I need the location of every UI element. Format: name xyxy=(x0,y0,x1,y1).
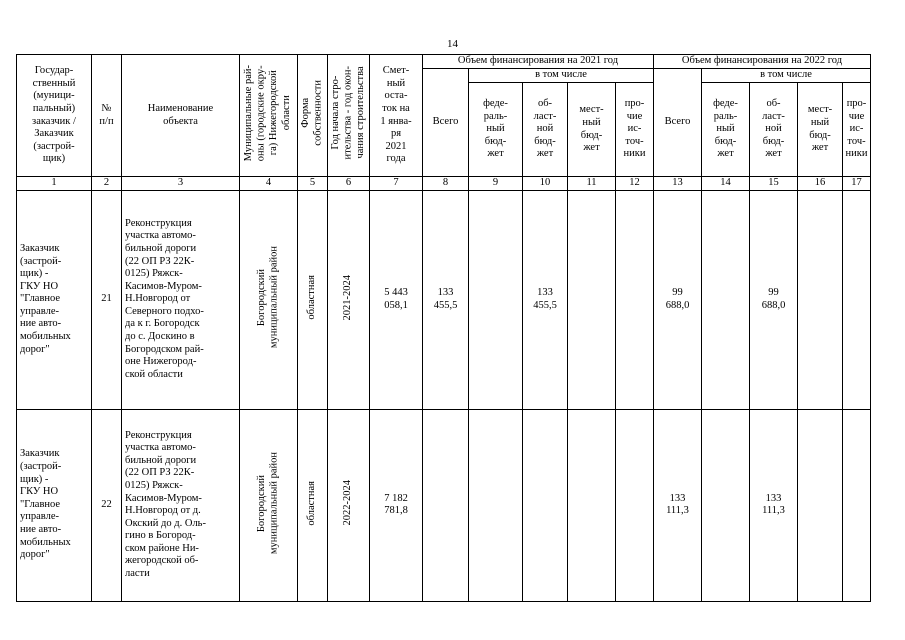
header-fin-2021: Объем финансирования на 2021 год xyxy=(423,55,654,69)
col-number: 2 xyxy=(92,177,122,191)
object-name-cell: Реконструкция участка автомо- бильной дороги (22 ОП РЗ 22К- 0125) Ряжск- Касимов-Муром- Н.Новгород от Северного подхо- да к г. Богородск до с. Доскино в Богородском рай- оне Нижегород- ской области xyxy=(122,190,240,409)
col-number: 6 xyxy=(328,177,370,191)
col-number: 5 xyxy=(298,177,328,191)
customer-cell: Заказчик (застрой- щик) - ГКУ НО "Главное управле- ние авто- мобильных дорог" xyxy=(17,190,92,409)
mest-2021-cell xyxy=(568,190,616,409)
years-cell xyxy=(328,409,370,601)
col-number: 15 xyxy=(750,177,798,191)
col-number: 7 xyxy=(370,177,423,191)
proch-2022-cell xyxy=(843,190,871,409)
header-fed-2022: феде- раль- ный бюд- жет xyxy=(702,83,750,177)
financing-table xyxy=(16,54,871,602)
row-number-cell: 21 xyxy=(92,190,122,409)
fed-2021-cell xyxy=(469,409,523,601)
col-number: 8 xyxy=(423,177,469,191)
fed-2022-cell xyxy=(702,190,750,409)
row-number-cell: 22 xyxy=(92,409,122,601)
years-text: 2022-2024 xyxy=(342,480,354,526)
table-row xyxy=(17,190,871,409)
col-number: 16 xyxy=(798,177,843,191)
header-fin-2022: Объем финансирования на 2022 год xyxy=(654,55,871,69)
ownership-cell xyxy=(298,409,328,601)
header-incl-2021: в том числе xyxy=(469,69,654,83)
proch-2021-cell xyxy=(616,409,654,601)
header-obl-2021: об- ласт- ной бюд- жет xyxy=(523,83,568,177)
col-number: 12 xyxy=(616,177,654,191)
header-fed-2021: феде- раль- ный бюд- жет xyxy=(469,83,523,177)
district-cell xyxy=(240,409,298,601)
header-district xyxy=(240,55,298,177)
total-2022-cell: 133 111,3 xyxy=(654,409,702,601)
fed-2021-cell xyxy=(469,190,523,409)
header-object-name: Наименование объекта xyxy=(122,55,240,177)
header-customer: Государ- ственный (муници- пальный) заказчик / Заказчик (застрой- щик) xyxy=(17,55,92,177)
header-ownership-text: Форма собственности xyxy=(299,80,324,147)
col-number: 9 xyxy=(469,177,523,191)
header-remainder: Смет- ный остa- ток на 1 янва- ря 2021 года xyxy=(370,55,423,177)
mest-2021-cell xyxy=(568,409,616,601)
total-2021-cell: 133 455,5 xyxy=(423,190,469,409)
obl-2022-cell: 99 688,0 xyxy=(750,190,798,409)
header-number: № п/п xyxy=(92,55,122,177)
remainder-cell: 7 182 781,8 xyxy=(370,409,423,601)
header-obl-2022: об- ласт- ной бюд- жет xyxy=(750,83,798,177)
obl-2021-cell xyxy=(523,409,568,601)
proch-2022-cell xyxy=(843,409,871,601)
header-mest-2022: мест- ный бюд- жет xyxy=(798,83,843,177)
total-2021-cell xyxy=(423,409,469,601)
header-total-2021: Всего xyxy=(423,69,469,177)
header-proch-2021: про- чие ис- точ- ники xyxy=(616,83,654,177)
col-number: 14 xyxy=(702,177,750,191)
col-number: 4 xyxy=(240,177,298,191)
table-row xyxy=(17,409,871,601)
customer-cell: Заказчик (застрой- щик) - ГКУ НО "Главное управле- ние авто- мобильных дорог" xyxy=(17,409,92,601)
header-district-text: Муниципальные рай- оны (городские окру- га) Нижегородской области xyxy=(243,65,293,162)
object-name-cell: Реконструкция участка автомо- бильной дороги (22 ОП РЗ 22К- 0125) Ряжск- Касимов-Муром- Н.Новгород от д. Окский до д. Оль- гино в Богород- ском районе Ни- жегородской об- ласти xyxy=(122,409,240,601)
fed-2022-cell xyxy=(702,409,750,601)
col-number: 11 xyxy=(568,177,616,191)
obl-2021-cell: 133 455,5 xyxy=(523,190,568,409)
header-total-2022: Всего xyxy=(654,69,702,177)
col-number: 10 xyxy=(523,177,568,191)
years-text: 2021-2024 xyxy=(342,274,354,321)
column-numbers-row xyxy=(17,177,871,191)
remainder-cell: 5 443 058,1 xyxy=(370,190,423,409)
col-number: 13 xyxy=(654,177,702,191)
total-2022-cell: 99 688,0 xyxy=(654,190,702,409)
ownership-text: областная xyxy=(306,480,318,526)
header-incl-2022: в том числе xyxy=(702,69,871,83)
page-number: 14 xyxy=(447,38,458,50)
years-cell xyxy=(328,190,370,409)
district-text: Богородский муниципальный район xyxy=(255,451,280,554)
mest-2022-cell xyxy=(798,409,843,601)
header-ownership xyxy=(298,55,328,177)
proch-2021-cell xyxy=(616,190,654,409)
ownership-text: областная xyxy=(306,275,318,320)
col-number: 1 xyxy=(17,177,92,191)
col-number: 17 xyxy=(843,177,871,191)
col-number: 3 xyxy=(122,177,240,191)
obl-2022-cell: 133 111,3 xyxy=(750,409,798,601)
mest-2022-cell xyxy=(798,190,843,409)
ownership-cell xyxy=(298,190,328,409)
header-years-text: Год начала стро- ительства - год окон- чания строительства xyxy=(329,66,366,160)
district-text: Богородский муниципальный район xyxy=(255,246,280,349)
header-years xyxy=(328,55,370,177)
header-proch-2022: про- чие ис- точ- ники xyxy=(843,83,871,177)
header-mest-2021: мест- ный бюд- жет xyxy=(568,83,616,177)
district-cell xyxy=(240,190,298,409)
